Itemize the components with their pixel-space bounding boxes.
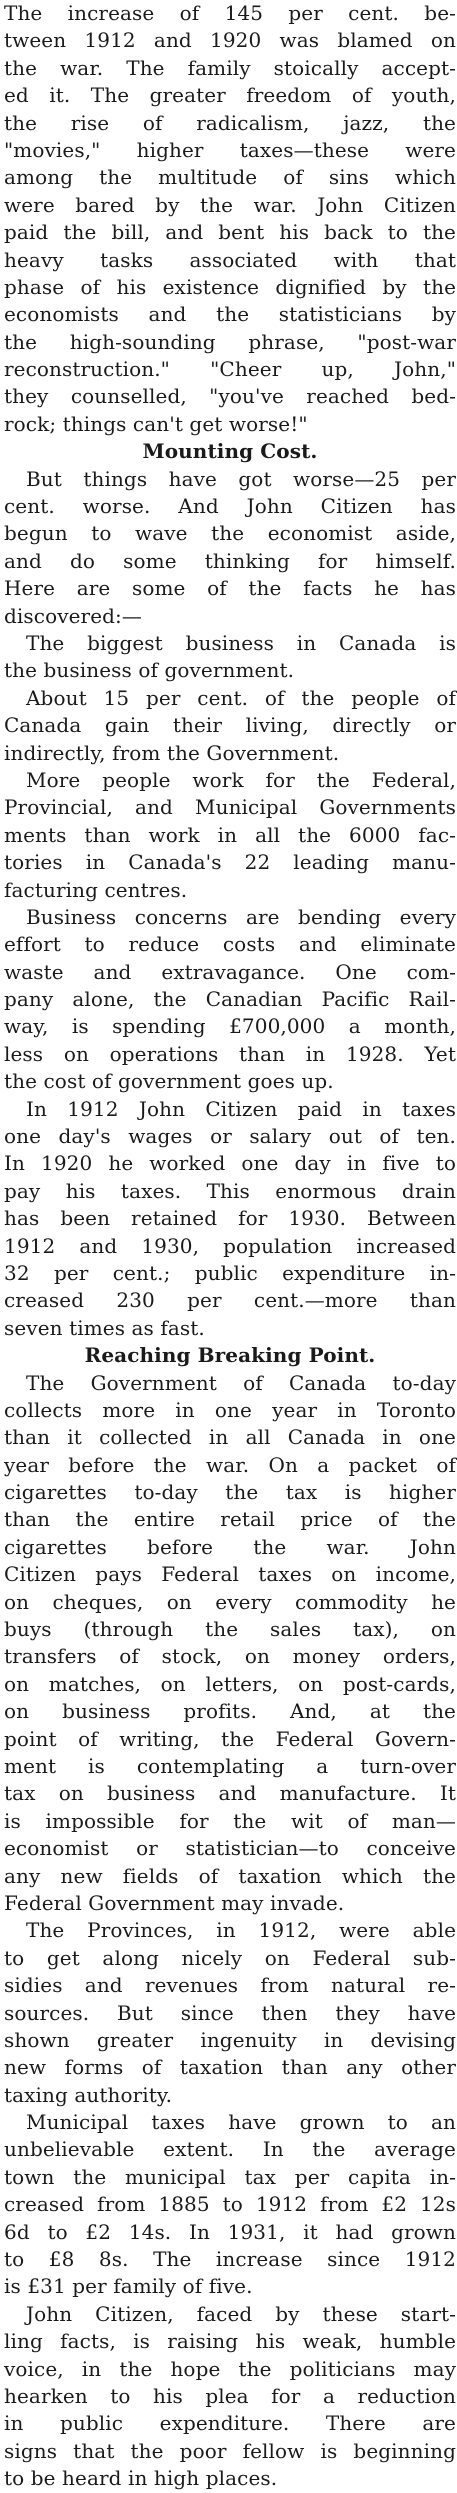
paragraph-line: In 1912 John Citizen paid in taxes xyxy=(26,1096,456,1121)
paragraph-line: indirectly, from the Government. xyxy=(4,740,340,765)
paragraph-line: ment is contemplating a turn-over xyxy=(4,1754,456,1778)
paragraph-line: shown greater ingenuity in devising xyxy=(4,2027,456,2052)
paragraph-line: the cost of government goes up. xyxy=(4,1069,334,1094)
paragraph-line: In 1920 he worked one day in five to xyxy=(4,1151,456,1176)
paragraph-line: creased 230 per cent.—more than xyxy=(4,1288,456,1313)
paragraph-line: 32 per cent.; public expenditure in- xyxy=(4,1260,456,1285)
paragraph-line: way, is spending £700,000 a month, xyxy=(4,1014,456,1039)
paragraph-line: the business of government. xyxy=(4,658,295,683)
paragraph-line: ed it. The greater freedom of youth, xyxy=(4,83,456,108)
article-paragraph xyxy=(4,904,456,1096)
paragraph-line: 6d to £2 14s. In 1931, it had grown xyxy=(4,2219,456,2244)
paragraph-line: cigarettes to-day the tax is higher xyxy=(4,1480,456,1505)
paragraph-line: is impossible for the wit of man— xyxy=(4,1808,456,1833)
paragraph-line: among the multitude of sins which xyxy=(4,165,456,190)
section-mounting-cost xyxy=(4,466,456,1343)
paragraph-line: phase of his existence dignified by the xyxy=(4,274,456,299)
article-column xyxy=(4,0,456,2493)
paragraph-line: tax on business and manufacture. It xyxy=(4,1781,456,1806)
paragraph-line: town the municipal tax per capita in- xyxy=(4,2164,456,2189)
paragraph-line: to be heard in high places. xyxy=(4,2466,278,2491)
article-paragraph xyxy=(4,685,456,767)
paragraph-line: any new fields of taxation which the xyxy=(4,1863,456,1888)
paragraph-line: ments than work in all the 6000 fac- xyxy=(4,822,456,847)
subheading-reaching-breaking-point: Reaching Breaking Point. xyxy=(84,1343,376,1368)
paragraph-line: Canada gain their living, directly or xyxy=(4,713,456,738)
paragraph-line: More people work for the Federal, xyxy=(26,767,456,792)
paragraph-line: voice, in the hope the politicians may xyxy=(4,2356,456,2381)
article-paragraph xyxy=(4,2109,456,2301)
paragraph-line: rock; things can't get worse!" xyxy=(4,411,308,436)
paragraph-line: Municipal taxes have grown to an xyxy=(26,2110,456,2135)
article-paragraph xyxy=(4,466,456,630)
paragraph-line: About 15 per cent. of the people of xyxy=(26,685,456,710)
paragraph-line: pany alone, the Canadian Pacific Rail- xyxy=(4,987,456,1012)
paragraph-line: pay his taxes. This enormous drain xyxy=(4,1178,456,1203)
paragraph-line: signs that the poor fellow is beginning xyxy=(4,2438,456,2463)
paragraph-line: the high-sounding phrase, "post-war xyxy=(4,329,456,354)
paragraph-line: Citizen pays Federal taxes on income, xyxy=(4,1562,456,1587)
paragraph-line: seven times as fast. xyxy=(4,1315,205,1340)
paragraph-line: economist or statistician—to conceive xyxy=(4,1836,456,1861)
paragraph-line: begun to wave the economist aside, xyxy=(4,521,456,546)
paragraph-line: economists and the statisticians by xyxy=(4,302,456,327)
paragraph-line: year before the war. On a packet of xyxy=(4,1452,456,1477)
paragraph-line: But things have got worse—25 per xyxy=(26,466,456,491)
paragraph-line: "movies," higher taxes—these were xyxy=(4,137,456,162)
paragraph-line: on matches, on letters, on post-cards, xyxy=(4,1671,456,1696)
paragraph-line: and do some thinking for himself. xyxy=(4,548,456,573)
paragraph-line: they counselled, "you've reached bed- xyxy=(4,384,456,409)
paragraph-line: tween 1912 and 1920 was blamed on xyxy=(4,28,456,53)
paragraph-line: buys (through the sales tax), on xyxy=(4,1617,456,1642)
paragraph-line: 1912 and 1930, population increased xyxy=(4,1233,456,1258)
paragraph-line: sources. But since then they have xyxy=(4,2000,456,2025)
article-paragraph xyxy=(4,1917,456,2109)
paragraph-line: to £8 8s. The increase since 1912 xyxy=(4,2247,456,2272)
paragraph-line: on cheques, on every commodity he xyxy=(4,1589,456,1614)
paragraph-line: has been retained for 1930. Between xyxy=(4,1206,456,1231)
paragraph-line: transfers of stock, on money orders, xyxy=(4,1644,456,1669)
paragraph-line: creased from 1885 to 1912 from £2 12s xyxy=(4,2192,456,2217)
paragraph-line: The Provinces, in 1912, were able xyxy=(26,1918,456,1943)
article-paragraph xyxy=(4,1096,456,1343)
paragraph-line: Here are some of the facts he has xyxy=(4,576,456,601)
paragraph-line: sidies and revenues from natural re- xyxy=(4,1973,456,1998)
paragraph-line: the war. The family stoically accept- xyxy=(4,55,456,80)
paragraph-line: John Citizen, faced by these start- xyxy=(26,2301,456,2326)
paragraph-line: the rise of radicalism, jazz, the xyxy=(4,110,456,135)
paragraph-line: new forms of taxation than any other xyxy=(4,2055,456,2080)
paragraph-line: point of writing, the Federal Govern- xyxy=(4,1726,456,1751)
paragraph-line: The Government of Canada to-day xyxy=(26,1370,456,1395)
paragraph-line: unbelievable extent. In the average xyxy=(4,2137,456,2162)
paragraph-line: to get along nicely on Federal sub- xyxy=(4,1945,456,1970)
paragraph-line: cigarettes before the war. John xyxy=(4,1534,456,1559)
paragraph-line: collects more in one year in Toronto xyxy=(4,1397,456,1422)
paragraph-line: taxing authority. xyxy=(4,2082,173,2107)
paragraph-line: Provincial, and Municipal Governments xyxy=(4,795,456,820)
paragraph-line: The increase of 145 per cent. be- xyxy=(4,1,456,25)
intro-section xyxy=(4,0,456,438)
paragraph-line: Business concerns are bending every xyxy=(26,904,456,929)
paragraph-line: facturing centres. xyxy=(4,877,188,902)
paragraph-line: The biggest business in Canada is xyxy=(26,630,456,655)
article-paragraph xyxy=(4,1370,456,1918)
paragraph-line: were bared by the war. John Citizen xyxy=(4,192,456,217)
paragraph-line: one day's wages or salary out of ten. xyxy=(4,1124,456,1149)
article-paragraph xyxy=(4,0,456,438)
paragraph-line: less on operations than in 1928. Yet xyxy=(4,1041,456,1066)
paragraph-line: cent. worse. And John Citizen has xyxy=(4,494,456,519)
paragraph-line: discovered:— xyxy=(4,603,142,628)
paragraph-line: effort to reduce costs and eliminate xyxy=(4,932,456,957)
paragraph-line: Federal Government may invade. xyxy=(4,1890,345,1915)
subheading-mounting-cost: Mounting Cost. xyxy=(142,439,318,464)
paragraph-line: tories in Canada's 22 leading manu- xyxy=(4,850,456,875)
paragraph-line: heavy tasks associated with that xyxy=(4,247,456,272)
article-paragraph xyxy=(4,2301,456,2493)
article-paragraph xyxy=(4,767,456,904)
paragraph-line: paid the bill, and bent his back to the xyxy=(4,220,456,245)
paragraph-line: hearken to his plea for a reduction xyxy=(4,2383,456,2408)
paragraph-line: waste and extravagance. One com- xyxy=(4,959,456,984)
paragraph-line: on business profits. And, at the xyxy=(4,1699,456,1724)
paragraph-line: ling facts, is raising his weak, humble xyxy=(4,2329,456,2354)
section-reaching-breaking-point xyxy=(4,1370,456,2493)
paragraph-line: than the entire retail price of the xyxy=(4,1507,456,1532)
article-paragraph xyxy=(4,630,456,685)
paragraph-line: in public expenditure. There are xyxy=(4,2411,456,2436)
paragraph-line: than it collected in all Canada in one xyxy=(4,1425,456,1450)
paragraph-line: is £31 per family of five. xyxy=(4,2274,253,2299)
paragraph-line: reconstruction." "Cheer up, John," xyxy=(4,357,456,382)
